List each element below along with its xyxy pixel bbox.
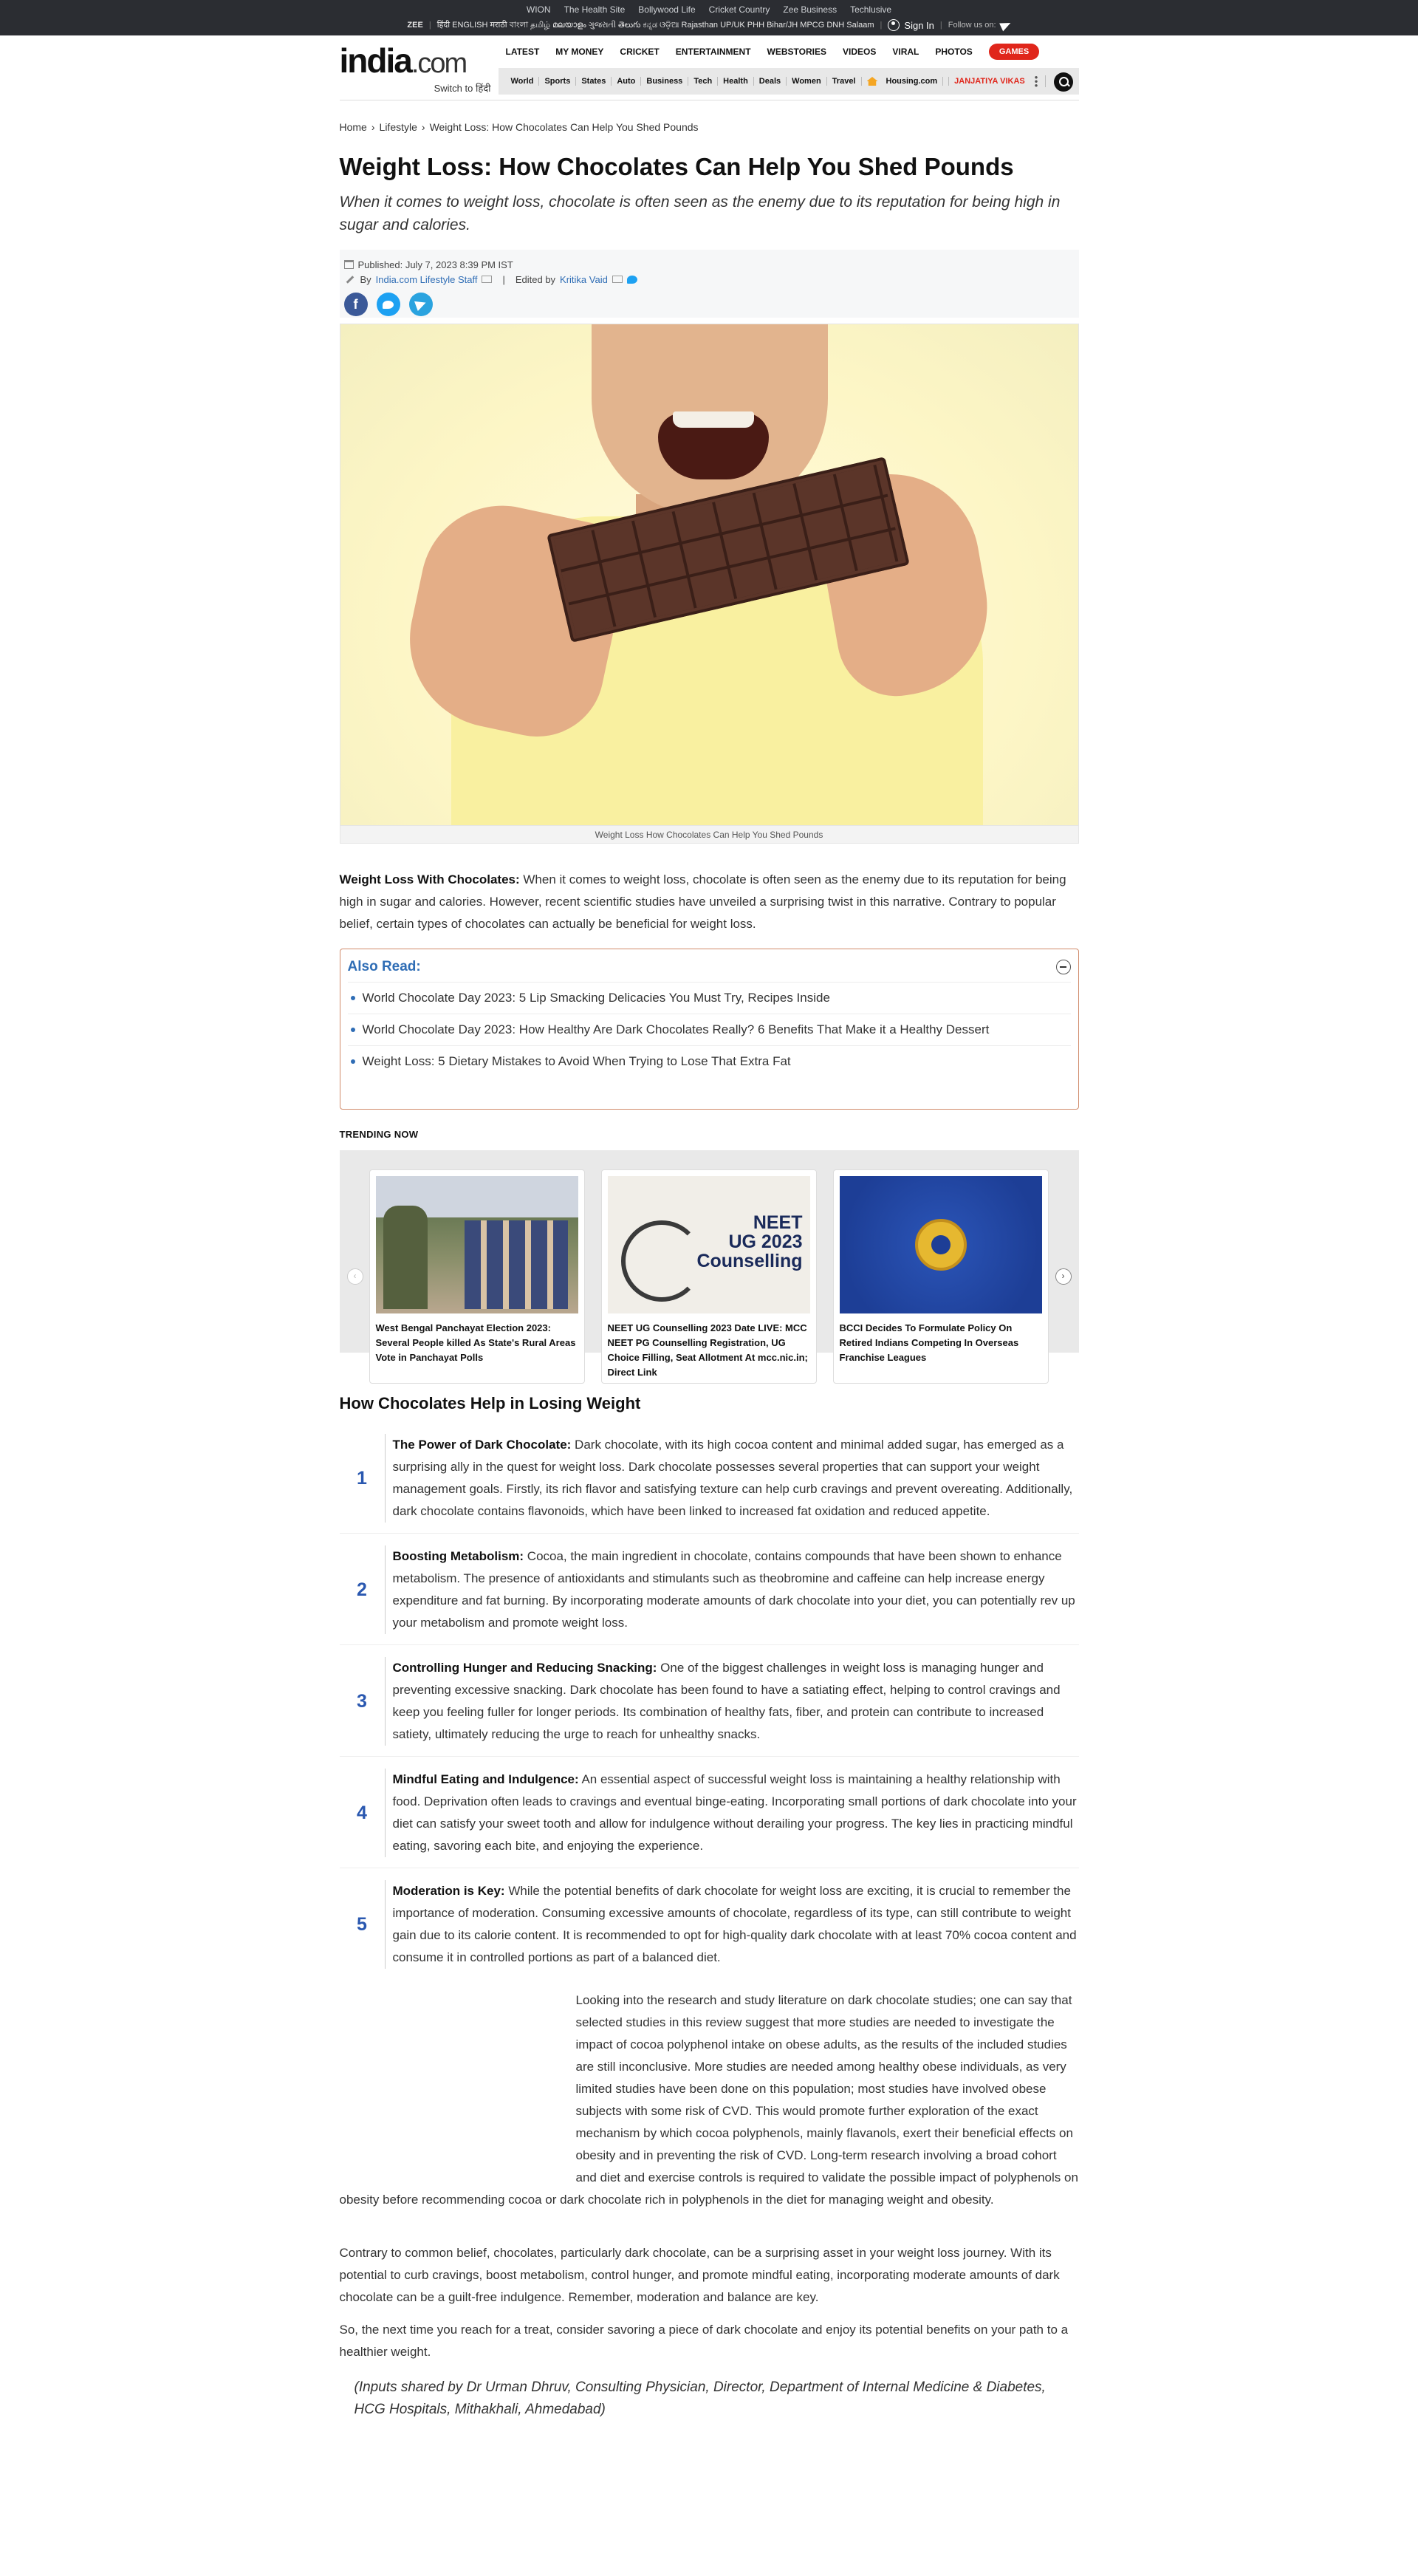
top-bar [0, 0, 1418, 35]
numbered-point [340, 1764, 1079, 1868]
user-icon [888, 19, 900, 31]
search-icon[interactable] [1054, 72, 1073, 92]
switch-language-link[interactable]: Switch to हिंदी [434, 83, 491, 94]
numbered-point [340, 1876, 1079, 1979]
research-paragraph-block [340, 1989, 1079, 2211]
edited-by-label: Edited by [515, 273, 556, 285]
nav-item-health[interactable]: Health [718, 77, 754, 86]
language-links[interactable]: हिंदी ENGLISH मराठी বাংলা தமிழ் മലയാളം ગુજરાતી తెలుగు ಕನ್ನಡ ଓଡ଼ିଆ Rajasthan UP/UK PHH Bihar/JH MPCG DNH Salaam [436, 20, 874, 30]
lead-paragraph [340, 869, 1079, 935]
point-body: While the potential benefits of dark chocolate for weight loss are exciting, it is crucial to remember the importance of moderation. Consuming excessive amounts of chocolate, regardless of its type, can still contribute to weight gain due to its calorie content. It is recommended to opt for high-quality dark chocolate with at least 70% cocoa content and consume it in controlled portions as part of a balanced diet. [392, 1884, 1077, 1964]
games-button[interactable]: GAMES [989, 44, 1039, 60]
mail-icon[interactable] [612, 276, 623, 283]
nav-item-travel[interactable]: Travel [827, 77, 862, 86]
point-number: 3 [340, 1657, 386, 1746]
trending-cards [369, 1169, 1049, 1384]
trending-card-title[interactable]: BCCI Decides To Formulate Policy On Retired Indians Competing In Overseas Franchise Leagues [839, 1322, 1019, 1363]
twitter-icon[interactable] [627, 276, 637, 284]
twitter-share-button[interactable] [377, 293, 400, 316]
byline-box [340, 250, 1079, 318]
lead-bold: Weight Loss With Chocolates: [339, 872, 520, 886]
partner-link[interactable]: WION [526, 4, 551, 15]
main-content [340, 100, 1079, 2421]
primary-nav [499, 35, 1079, 68]
point-body: An essential aspect of successful weight loss is maintaining a healthy relationship with food. Deprivation often leads to cravings and eventual binge-eating. Incorporating small portions of dark chocolate into your diet can satisfy your sweet tooth and allow for indulgence without derailing your progress. The key lies in practicing mindful eating, savoring each bite, and enjoying the experience. [392, 1772, 1077, 1853]
nav-item-my-money[interactable]: MY MONEY [555, 47, 604, 57]
nav-item-deals[interactable]: Deals [754, 77, 787, 86]
nav-item-viral[interactable]: VIRAL [892, 47, 919, 57]
nav-item-videos[interactable]: VIDEOS [843, 47, 877, 57]
point-text [393, 1545, 1079, 1634]
breadcrumb-separator: › [371, 121, 375, 133]
trending-card[interactable] [369, 1169, 585, 1384]
partner-link[interactable]: Bollywood Life [638, 4, 696, 15]
calendar-icon [344, 260, 354, 269]
pen-icon [346, 276, 354, 284]
published-date: Published: July 7, 2023 8:39 PM IST [357, 259, 513, 270]
hero-teeth [673, 411, 754, 428]
breadcrumb-lifestyle[interactable]: Lifestyle [379, 121, 417, 133]
numbered-points [340, 1429, 1079, 1979]
housing-label: Housing.com [881, 77, 944, 86]
facebook-share-button[interactable] [344, 293, 368, 316]
nav-item-states[interactable]: States [576, 77, 612, 86]
also-read-item[interactable]: World Chocolate Day 2023: How Healthy Are Dark Chocolates Really? 6 Benefits That Make it a Healthy Dessert [348, 1014, 1071, 1045]
facebook-icon: f [353, 296, 358, 312]
partner-link[interactable]: Cricket Country [708, 4, 770, 15]
mail-icon[interactable] [482, 276, 492, 283]
article-summary: When it comes to weight loss, chocolate is often seen as the enemy due to its reputation for being high in sugar and calories. [339, 194, 1061, 233]
neet-image-line: Counselling [696, 1251, 803, 1271]
numbered-point [340, 1541, 1079, 1645]
point-number: 5 [340, 1880, 386, 1969]
site-header [340, 35, 1079, 100]
point-number: 2 [340, 1545, 386, 1634]
secondary-nav [499, 68, 1079, 95]
also-read-title: Also Read: [347, 959, 421, 974]
point-text [393, 1434, 1079, 1523]
telegram-share-button[interactable] [409, 293, 433, 316]
published-line [344, 257, 1075, 272]
point-text [393, 1880, 1079, 1969]
point-heading: The Power of Dark Chocolate: [392, 1438, 572, 1452]
breadcrumb-current: Weight Loss: How Chocolates Can Help You Shed Pounds [429, 121, 699, 133]
trending-title: TRENDING NOW [339, 1129, 419, 1140]
nav-item-world[interactable]: World [506, 77, 540, 86]
point-heading: Moderation is Key: [392, 1884, 505, 1898]
housing-icon [867, 77, 878, 86]
twitter-icon [383, 301, 394, 309]
also-read-list [348, 982, 1071, 1077]
closing-paragraph: So, the next time you reach for a treat, consider savoring a piece of dark chocolate and enjoy its potential benefits on your path to a healthier weight. [339, 2323, 1069, 2359]
point-heading: Boosting Metabolism: [392, 1549, 524, 1563]
sign-in-label: Sign In [904, 19, 934, 31]
trending-card-title[interactable]: West Bengal Panchayat Election 2023: Several People killed As State's Rural Areas Vote in Panchayat Polls [375, 1322, 576, 1363]
navigation [499, 35, 1079, 100]
nav-item-housing[interactable] [862, 77, 950, 86]
inputs-credit: (Inputs shared by Dr Urman Dhruv, Consulting Physician, Director, Department of Internal Medicine & Diabetes, HCG Hospitals, Mithakhali, Ahmedabad) [354, 2379, 1046, 2417]
collapse-icon[interactable] [1056, 960, 1071, 974]
byline-divider: | [502, 273, 505, 285]
numbered-point [340, 1429, 1079, 1534]
trending-card-title[interactable]: NEET UG Counselling 2023 Date LIVE: MCC NEET PG Counselling Registration, UG Choice Filling, Seat Allotment At mcc.nic.in; Direct Link [607, 1322, 808, 1378]
nav-item-tech[interactable]: Tech [688, 77, 718, 86]
telegram-icon[interactable] [999, 19, 1013, 32]
point-body: Dark chocolate, with its high cocoa content and minimal added sugar, has emerged as a surprising ally in the quest for weight loss. Dark chocolate possesses several properties that can support your weight management goals. Firstly, its rich flavor and satisfying texture can help curb cravings and prevent overeating. Additionally, dark chocolate contains flavonoids, which have been linked to increased fat oxidation and reduced appetite. [392, 1438, 1073, 1518]
trending-card-image [608, 1176, 810, 1313]
author-link[interactable]: India.com Lifestyle Staff [375, 273, 478, 285]
logo-main: india [339, 41, 411, 80]
zee-label[interactable]: ZEE [407, 21, 423, 30]
section-title: How Chocolates Help in Losing Weight [339, 1394, 641, 1412]
editor-link[interactable]: Kritika Vaid [560, 273, 608, 285]
article-body [340, 869, 1079, 2421]
point-heading: Mindful Eating and Indulgence: [392, 1772, 579, 1786]
trending-card[interactable] [833, 1169, 1049, 1384]
conclusion-paragraph: Contrary to common belief, chocolates, particularly dark chocolate, can be a surprising asset in your weight loss journey. With its potential to curb cravings, boost metabolism, control hunger, and promote mindful eating, incorporating moderate amounts of dark chocolate can be a guilt-free indulgence. Remember, moderation and balance are key. [339, 2246, 1060, 2304]
nav-item-women[interactable]: Women [787, 77, 827, 86]
point-text [393, 1769, 1079, 1857]
follow-us [948, 21, 1011, 30]
author-line [344, 272, 1075, 287]
more-menu-icon[interactable] [1035, 75, 1046, 87]
point-body: Cocoa, the main ingredient in chocolate, contains compounds that have been shown to enhance metabolism. The presence of antioxidants and stimulants such as theobromine and caffeine can help increase energy expenditure and fat burning. By incorporating moderate amounts of dark chocolate into your diet, you can potentially rev up your metabolism and promote weight loss. [392, 1549, 1075, 1630]
share-buttons [344, 293, 1075, 316]
divider: | [939, 21, 942, 30]
point-heading: Controlling Hunger and Reducing Snacking: [392, 1661, 657, 1675]
partner-links [0, 0, 1418, 16]
logo-suffix: .com [411, 48, 467, 79]
sign-in-button[interactable] [888, 19, 934, 31]
by-label: By [360, 273, 371, 285]
hero-image [340, 324, 1079, 826]
neet-image-line: UG 2023 [728, 1231, 803, 1252]
research-paragraph: Looking into the research and study literature on dark chocolate studies; one can say that selected studies in this review suggest that more studies are needed to investigate the impact of cocoa polyphenol intake on obese adults, as the results of the included studies are still inconclusive. More studies are needed among healthy obese individuals, as very limited studies have been done on this population; most studies have involved obese subjects with some risk of CVD. This would promote further exploration of the exact mechanism by which cocoa polyphenols, mainly flavanols, exert their beneficial effects on obesity and in preventing the risk of CVD. Long-term research involving a broad cohort and diet and exercise controls is required to validate the possible impact of polyphenols on obesity before recommending cocoa or dark chocolate rich in polyphenols in the diet for managing weight and obesity. [339, 1993, 1078, 2207]
point-body: One of the biggest challenges in weight loss is managing hunger and preventing excessive snacking. Dark chocolate has been found to have a satiating effect, helping to control cravings and keep you feeling fuller for longer periods. Its combination of healthy fats, fiber, and protein can contribute to increased satiety, ultimately reducing the urge to reach for unhealthy snacks. [392, 1661, 1061, 1741]
nav-item-webstories[interactable]: WEBSTORIES [767, 47, 826, 57]
nav-item-cricket[interactable]: CRICKET [620, 47, 660, 57]
neet-image-line: NEET [753, 1212, 803, 1233]
logo-box [340, 35, 499, 100]
telegram-icon [414, 298, 428, 311]
breadcrumb-home[interactable]: Home [339, 121, 367, 133]
stethoscope-icon [621, 1220, 702, 1302]
divider: | [428, 21, 431, 30]
numbered-point [340, 1653, 1079, 1757]
partner-link[interactable]: The Health Site [564, 4, 626, 15]
divider: | [880, 21, 883, 30]
trending-card-image [376, 1176, 578, 1313]
language-bar [0, 16, 1418, 34]
ad-placeholder [340, 1989, 576, 2173]
breadcrumb-separator: › [421, 121, 425, 133]
nav-item-latest[interactable]: LATEST [505, 47, 540, 57]
trending-card-image [840, 1176, 1042, 1313]
also-read-item[interactable]: Weight Loss: 5 Dietary Mistakes to Avoid When Trying to Lose That Extra Fat [348, 1045, 1071, 1077]
page-title: Weight Loss: How Chocolates Can Help You Shed Pounds [339, 153, 1014, 180]
point-text [393, 1657, 1079, 1746]
nav-item-janjatiya-vikas[interactable]: JANJATIYA VIKAS [954, 77, 1025, 86]
partner-link[interactable]: Techlusive [850, 4, 892, 15]
trending-carousel [340, 1150, 1079, 1378]
image-caption: Weight Loss How Chocolates Can Help You Shed Pounds [340, 826, 1079, 844]
nav-item-sports[interactable]: Sports [539, 77, 576, 86]
nav-item-entertainment[interactable]: ENTERTAINMENT [675, 47, 751, 57]
neet-image-text [696, 1213, 802, 1271]
nav-item-auto[interactable]: Auto [612, 77, 641, 86]
bcci-logo-icon [915, 1219, 967, 1271]
carousel-prev-button[interactable]: ‹ [347, 1268, 363, 1285]
also-read-box [340, 949, 1079, 1110]
breadcrumb [340, 100, 1079, 133]
nav-item-photos[interactable]: PHOTOS [935, 47, 973, 57]
point-number: 1 [340, 1434, 386, 1523]
partner-link[interactable]: Zee Business [783, 4, 838, 15]
carousel-next-button[interactable]: › [1055, 1268, 1072, 1285]
point-number: 4 [340, 1769, 386, 1857]
lead-text: When it comes to weight loss, chocolate is often seen as the enemy due to its reputation for being high in sugar and calories. However, recent scientific studies have unveiled a surprising twist in this narrative. Contrary to popular belief, certain types of chocolates can actually be beneficial for weight loss. [339, 872, 1066, 931]
also-read-item[interactable]: World Chocolate Day 2023: 5 Lip Smacking Delicacies You Must Try, Recipes Inside [348, 982, 1071, 1014]
follow-us-label: Follow us on: [948, 21, 996, 30]
also-read-header [348, 957, 1071, 977]
nav-item-business[interactable]: Business [641, 77, 688, 86]
site-logo[interactable] [339, 41, 499, 80]
trending-card[interactable] [601, 1169, 817, 1384]
